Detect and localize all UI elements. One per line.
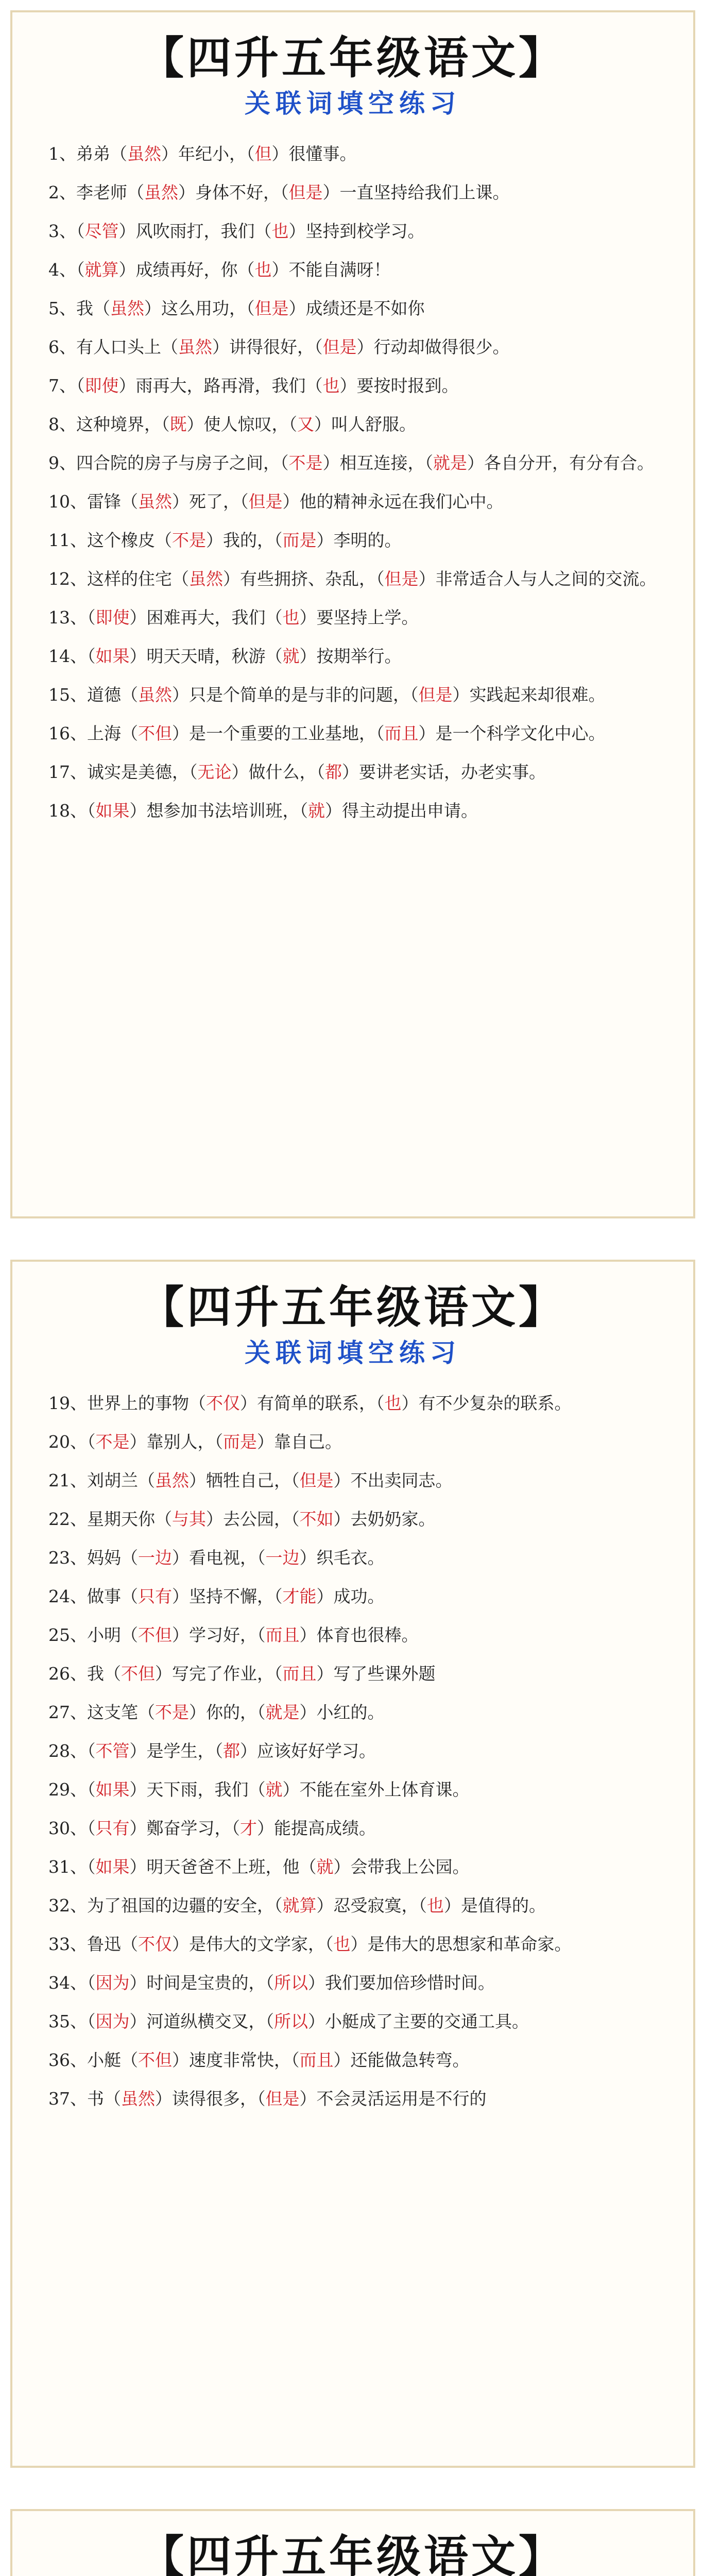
question-text: ）有些拥挤、杂乱，（ [223, 568, 385, 589]
answer-word: 又 [297, 414, 314, 434]
answer-word: 虽然 [138, 684, 172, 705]
question-text: ）去公园，（ [206, 1509, 300, 1529]
question-text: ）明天天晴，秋游（ [129, 646, 283, 666]
answer-word: 而且 [299, 2049, 334, 2070]
answer-word: 虽然 [121, 2088, 155, 2109]
question-text: 34、（ [48, 1972, 96, 1993]
answer-word: 因为 [95, 2011, 130, 2031]
question-text: 35、（ [48, 2011, 96, 2031]
answer-word: 也 [254, 259, 272, 280]
page-header [48, 1282, 657, 1368]
question-text: 24、做事（ [48, 1586, 138, 1606]
question-text: ）相互连接，（ [322, 452, 433, 473]
answer-word: 就 [282, 646, 300, 666]
question-text: ）是伟大的文学家，（ [172, 1934, 334, 1954]
worksheet-page-2 [10, 1260, 695, 2468]
answer-word: 也 [322, 375, 340, 396]
question-text: ）有不少复杂的联系。 [401, 1393, 572, 1413]
question-text: ）年纪小，（ [161, 143, 255, 164]
exercise-list [48, 134, 657, 830]
exercise-item [48, 2041, 657, 2079]
question-text: ）坚持不懈，（ [172, 1586, 283, 1606]
question-text: ）这么用功，（ [144, 298, 255, 318]
worksheet-page-1 [10, 10, 695, 1218]
question-text: ）李明的。 [316, 530, 402, 550]
answer-word: 不但 [121, 1663, 155, 1684]
answer-word: 不但 [138, 2049, 172, 2070]
answer-word: 一边 [138, 1547, 172, 1568]
answer-word: 而是 [223, 1431, 257, 1452]
exercise-item [48, 791, 657, 830]
question-text: 20、（ [48, 1431, 96, 1452]
question-text: ）明天爸爸不上班，他（ [129, 1856, 317, 1877]
answer-word: 而且 [265, 1624, 300, 1645]
question-text: ）不能自满呀！ [271, 259, 391, 280]
question-text: ）体育也很棒。 [299, 1624, 419, 1645]
question-text: ）不出卖同志。 [333, 1470, 453, 1490]
exercise-item [48, 289, 657, 328]
question-text: ）做什么，（ [231, 761, 325, 782]
question-text: 1、弟弟（ [48, 143, 127, 164]
exercise-item [48, 1577, 657, 1616]
answer-word: 都 [223, 1740, 240, 1761]
exercise-item [48, 328, 657, 366]
exercise-item [48, 1384, 657, 1422]
answer-word: 就是 [265, 1702, 300, 1722]
question-text: ）身体不好，（ [178, 182, 289, 202]
exercise-item [48, 637, 657, 675]
exercise-item [48, 1616, 657, 1654]
question-text: ）各自分开，有分有合。 [467, 452, 654, 473]
question-text: ）不会灵活运用是不行的 [299, 2088, 487, 2109]
answer-word: 就 [265, 1779, 283, 1800]
question-text: ）写了些课外题 [316, 1663, 436, 1684]
page-title: 【四升五年级语文】 [140, 2531, 566, 2576]
question-text: ）我们要加倍珍惜时间。 [308, 1972, 495, 1993]
question-text: ）是值得的。 [444, 1895, 546, 1916]
exercise-item [48, 714, 657, 753]
exercise-item [48, 2002, 657, 2041]
answer-word: 都 [325, 761, 342, 782]
question-text: ）使人惊叹，（ [186, 414, 297, 434]
exercise-item [48, 173, 657, 212]
answer-word: 只有 [138, 1586, 172, 1606]
question-text: 12、这样的住宅（ [48, 568, 189, 589]
question-text: ）学习好，（ [172, 1624, 266, 1645]
exercise-item [48, 405, 657, 444]
question-text: ）织毛衣。 [299, 1547, 385, 1568]
question-text: ）坚持到校学习。 [288, 221, 425, 241]
question-text: ）是学生，（ [129, 1740, 223, 1761]
answer-word: 但是 [288, 182, 323, 202]
question-text: ）讲得很好，（ [212, 336, 323, 357]
question-text: 29、（ [48, 1779, 96, 1800]
answer-word: 如果 [95, 646, 130, 666]
question-text: ）靠别人，（ [129, 1431, 223, 1452]
exercise-item [48, 1963, 657, 2002]
answer-word: 不是 [155, 1702, 189, 1722]
question-text: 19、世界上的事物（ [48, 1393, 206, 1413]
answer-word: 无论 [197, 761, 232, 782]
question-text: ）小红的。 [299, 1702, 385, 1722]
answer-word: 也 [333, 1934, 351, 1954]
answer-word: 但是 [265, 2088, 300, 2109]
exercise-item [48, 134, 657, 173]
question-text: ）去奶奶家。 [333, 1509, 436, 1529]
question-text: ）得主动提出申请。 [325, 800, 478, 821]
answer-word: 就 [316, 1856, 334, 1877]
question-text: ）风吹雨打，我们（ [118, 221, 272, 241]
answer-word: 就算 [282, 1895, 317, 1916]
question-text: ）实践起来却很难。 [452, 684, 606, 705]
answer-word: 虽然 [144, 182, 178, 202]
exercise-item [48, 1693, 657, 1732]
question-text: 9、四合院的房子与房子之间，（ [48, 452, 289, 473]
answer-word: 因为 [95, 1972, 130, 1993]
exercise-item [48, 675, 657, 714]
question-text: 37、书（ [48, 2088, 121, 2109]
question-text: 33、鲁迅（ [48, 1934, 138, 1954]
answer-word: 虽然 [189, 568, 223, 589]
question-text: ）速度非常快，（ [172, 2049, 300, 2070]
exercise-item [48, 753, 657, 791]
answer-word: 只有 [95, 1818, 130, 1838]
question-text: ）还能做急转弯。 [333, 2049, 470, 2070]
answer-word: 不是 [95, 1431, 130, 1452]
answer-word: 也 [271, 221, 289, 241]
exercise-item [48, 521, 657, 560]
question-text: 2、李老师（ [48, 182, 144, 202]
answer-word: 既 [169, 414, 187, 434]
question-text: ）鄭奋学习，（ [129, 1818, 240, 1838]
question-text: 18、（ [48, 800, 96, 821]
answer-word: 但 [254, 143, 272, 164]
question-text: ）成绩再好，你（ [118, 259, 255, 280]
answer-word: 虽然 [138, 491, 172, 512]
exercise-item [48, 250, 657, 289]
question-text: 5、我（ [48, 298, 110, 318]
answer-word: 但是 [322, 336, 357, 357]
exercise-item [48, 1886, 657, 1925]
question-text: ）要讲老实话，办老实事。 [342, 761, 546, 782]
exercise-item [48, 444, 657, 482]
question-text: ）能提高成绩。 [257, 1818, 376, 1838]
page-subtitle: 关联词填空练习 [245, 1337, 461, 1368]
question-text: ）读得很多，（ [155, 2088, 266, 2109]
answer-word: 而是 [282, 530, 317, 550]
answer-word: 即使 [84, 375, 119, 396]
question-text: ）只是个简单的是与非的问题，（ [172, 684, 419, 705]
exercise-item [48, 560, 657, 598]
question-text: ）不能在室外上体育课。 [282, 1779, 470, 1800]
answer-word: 如果 [95, 1779, 130, 1800]
question-text: 21、刘胡兰（ [48, 1470, 155, 1490]
page-title: 【四升五年级语文】 [140, 32, 566, 84]
question-text: 30、（ [48, 1818, 96, 1838]
question-text: ）河道纵横交叉，（ [129, 2011, 274, 2031]
answer-word: 与其 [172, 1509, 206, 1529]
question-text: ）忍受寂寞，（ [316, 1895, 427, 1916]
answer-word: 所以 [274, 2011, 308, 2031]
exercise-item [48, 366, 657, 405]
exercise-item [48, 2079, 657, 2118]
answer-word: 尽管 [84, 221, 119, 241]
answer-word: 不是 [172, 530, 206, 550]
question-text: ）会带我上公园。 [333, 1856, 470, 1877]
question-text: ）很懂事。 [271, 143, 357, 164]
answer-word: 但是 [384, 568, 419, 589]
answer-word: 如果 [95, 800, 130, 821]
question-text: 36、小艇（ [48, 2049, 138, 2070]
question-text: 22、星期天你（ [48, 1509, 172, 1529]
page-header [48, 33, 657, 119]
exercise-item [48, 1422, 657, 1461]
answer-word: 就 [308, 800, 325, 821]
answer-word: 不仅 [206, 1393, 240, 1413]
question-text: 3、（ [48, 221, 85, 241]
answer-word: 但是 [254, 298, 289, 318]
question-text: ）应该好好学习。 [240, 1740, 376, 1761]
question-text: ）小艇成了主要的交通工具。 [308, 2011, 529, 2031]
answer-word: 即使 [95, 607, 130, 628]
page-header [48, 2532, 657, 2576]
exercise-item [48, 598, 657, 637]
answer-word: 也 [282, 607, 300, 628]
question-text: 15、道德（ [48, 684, 138, 705]
question-text: ）困难再大，我们（ [129, 607, 283, 628]
exercise-item [48, 1538, 657, 1577]
question-text: 10、雷锋（ [48, 491, 138, 512]
answer-word: 但是 [418, 684, 453, 705]
question-text: ）是伟大的思想家和革命家。 [350, 1934, 572, 1954]
question-text: 28、（ [48, 1740, 96, 1761]
answer-word: 也 [427, 1895, 444, 1916]
question-text: ）成功。 [316, 1586, 385, 1606]
question-text: ）想参加书法培训班，（ [129, 800, 308, 821]
answer-word: 不管 [95, 1740, 130, 1761]
question-text: ）雨再大，路再滑，我们（ [118, 375, 323, 396]
answer-word: 就算 [84, 259, 119, 280]
answer-word: 虽然 [110, 298, 144, 318]
question-text: 23、妈妈（ [48, 1547, 138, 1568]
exercise-item [48, 482, 657, 521]
question-text: 4、（ [48, 259, 85, 280]
question-text: 11、这个橡皮（ [48, 530, 172, 550]
question-text: 13、（ [48, 607, 96, 628]
question-text: ）写完了作业，（ [155, 1663, 283, 1684]
question-text: 17、诚实是美德，（ [48, 761, 198, 782]
question-text: ）死了，（ [172, 491, 249, 512]
exercise-item [48, 1925, 657, 1963]
question-text: 26、我（ [48, 1663, 121, 1684]
question-text: ）我的，（ [206, 530, 283, 550]
answer-word: 才 [240, 1818, 257, 1838]
answer-word: 如果 [95, 1856, 130, 1877]
question-text: ）牺牲自己，（ [189, 1470, 300, 1490]
answer-word: 就是 [433, 452, 467, 473]
question-text: ）靠自己。 [257, 1431, 342, 1452]
question-text: 32、为了祖国的边疆的安全，（ [48, 1895, 283, 1916]
question-text: ）看电视，（ [172, 1547, 266, 1568]
worksheet-page-3 [10, 2509, 695, 2576]
question-text: ）一直坚持给我们上课。 [322, 182, 510, 202]
question-text: ）有简单的联系，（ [240, 1393, 385, 1413]
page-subtitle: 关联词填空练习 [245, 88, 461, 118]
answer-word: 虽然 [178, 336, 212, 357]
answer-word: 才能 [282, 1586, 317, 1606]
question-text: ）非常适合人与人之间的交流。 [418, 568, 657, 589]
question-text: 6、有人口头上（ [48, 336, 178, 357]
exercise-item [48, 1500, 657, 1538]
answer-word: 而且 [384, 723, 419, 743]
question-text: ）要坚持上学。 [299, 607, 419, 628]
question-text: 8、这种境界，（ [48, 414, 170, 434]
question-text: ）他的精神永远在我们心中。 [282, 491, 504, 512]
question-text: 7、（ [48, 375, 85, 396]
question-text: ）天下雨，我们（ [129, 1779, 266, 1800]
question-text: 27、这支笔（ [48, 1702, 155, 1722]
question-text: 16、上海（ [48, 723, 138, 743]
answer-word: 所以 [274, 1972, 308, 1993]
answer-word: 不如 [299, 1509, 334, 1529]
exercise-item [48, 1770, 657, 1809]
answer-word: 不是 [288, 452, 323, 473]
exercise-item [48, 1848, 657, 1886]
exercise-item [48, 1461, 657, 1500]
question-text: ）要按时报到。 [339, 375, 459, 396]
answer-word: 不但 [138, 723, 172, 743]
answer-word: 但是 [248, 491, 283, 512]
question-text: ）成绩还是不如你 [288, 298, 425, 318]
question-text: ）是一个科学文化中心。 [418, 723, 606, 743]
answer-word: 不仅 [138, 1934, 172, 1954]
question-text: ）行动却做得很少。 [356, 336, 510, 357]
question-text: 25、小明（ [48, 1624, 138, 1645]
question-text: ）你的，（ [189, 1702, 266, 1722]
answer-word: 但是 [299, 1470, 334, 1490]
exercise-item [48, 1732, 657, 1770]
question-text: ）是一个重要的工业基地，（ [172, 723, 385, 743]
exercise-item [48, 1809, 657, 1848]
answer-word: 不但 [138, 1624, 172, 1645]
question-text: 14、（ [48, 646, 96, 666]
answer-word: 而且 [282, 1663, 317, 1684]
answer-word: 虽然 [155, 1470, 189, 1490]
answer-word: 也 [384, 1393, 402, 1413]
question-text: ）叫人舒服。 [314, 414, 416, 434]
question-text: ）时间是宝贵的，（ [129, 1972, 274, 1993]
exercise-list [48, 1384, 657, 2118]
question-text: 31、（ [48, 1856, 96, 1877]
exercise-item [48, 1654, 657, 1693]
page-title: 【四升五年级语文】 [140, 1282, 566, 1333]
exercise-item [48, 212, 657, 250]
question-text: ）按期举行。 [299, 646, 402, 666]
answer-word: 虽然 [127, 143, 161, 164]
answer-word: 一边 [265, 1547, 300, 1568]
